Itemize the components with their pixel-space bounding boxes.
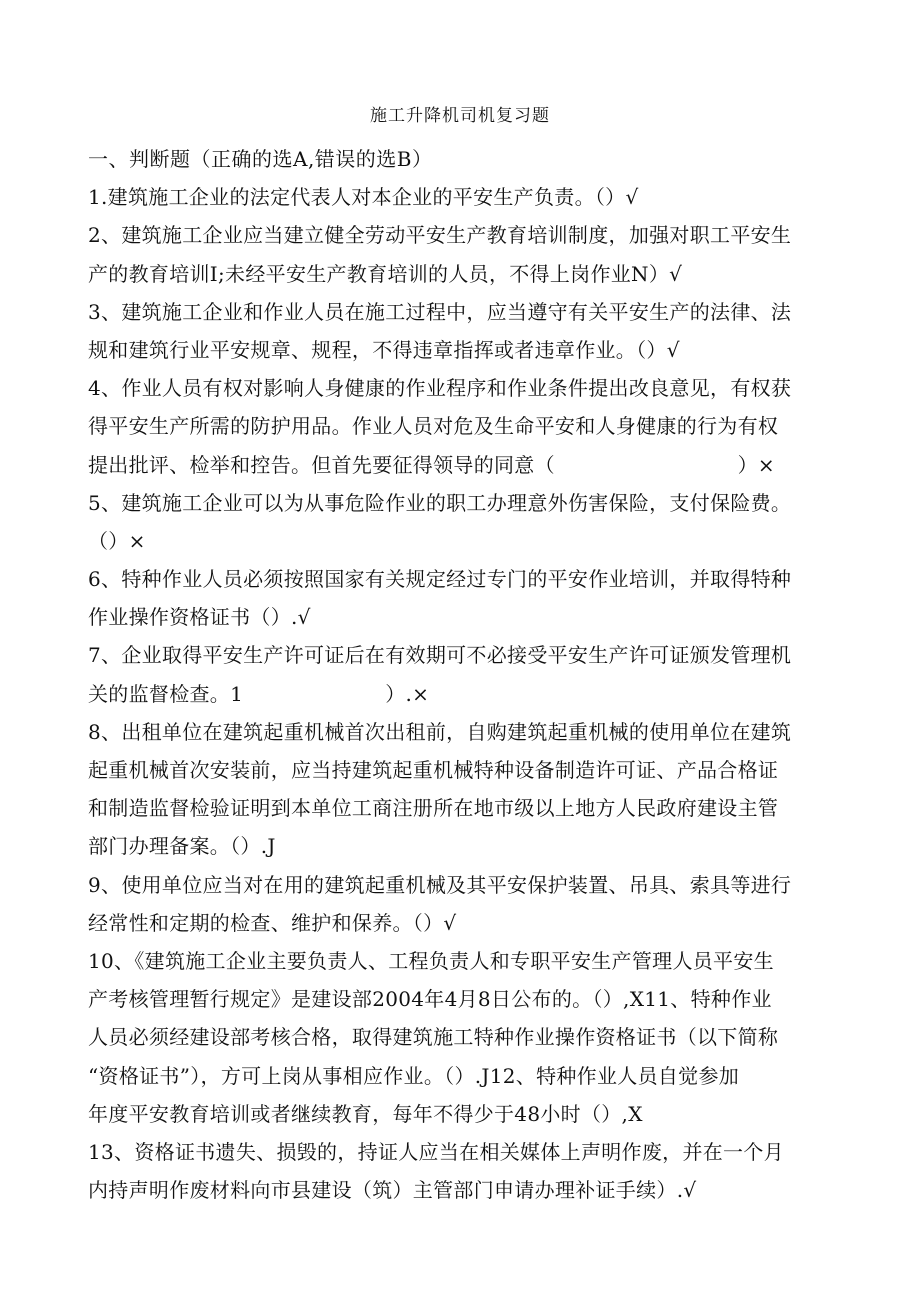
question-line: 产考核管理暂行规定》是建设部2004年4月8日公布的。（）,X11、特种作业	[88, 987, 772, 1012]
question-line: 作业操作资格证书（）.√	[88, 605, 311, 630]
question-line: 5、建筑施工企业可以为从事危险作业的职工办理意外伤害保险，支付保险费。	[88, 490, 792, 515]
question-line: 经常性和定期的检查、维护和保养。（）√	[88, 910, 457, 935]
question-line: 起重机械首次安装前，应当持建筑起重机械特种设备制造许可证、产品合格证	[88, 758, 779, 782]
question-line: 关的监督检查。1 ）.×	[88, 681, 430, 706]
question-line: 3、建筑施工企业和作业人员在施工过程中，应当遵守有关平安生产的法律、法	[88, 299, 792, 324]
question-line: 8、出租单位在建筑起重机械首次出租前，自购建筑起重机械的使用单位在建筑	[88, 719, 792, 744]
question-line: 提出批评、检举和控告。但首先要征得领导的同意（ ）×	[88, 452, 775, 477]
question-line: 产的教育培训I;未经平安生产教育培训的人员，不得上岗作业N）√	[88, 261, 683, 286]
question-line: 规和建筑行业平安规章、规程，不得违章指挥或者违章作业。（）√	[88, 337, 680, 362]
question-line: 6、特种作业人员必须按照国家有关规定经过专门的平安作业培训，并取得特种	[88, 567, 792, 592]
question-line: 2、建筑施工企业应当建立健全劳动平安生产教育培训制度，加强对职工平安生	[88, 223, 792, 248]
question-line: 13、资格证书遗失、损毁的，持证人应当在相关媒体上声明作废，并在一个月	[88, 1139, 784, 1164]
question-line: 1.建筑施工企业的法定代表人对本企业的平安生产负责。（）√	[88, 185, 639, 210]
question-line: 和制造监督检验证明到本单位工商注册所在地市级以上地方人民政府建设主管	[88, 796, 779, 821]
question-line: 10、《建筑施工企业主要负责人、工程负责人和专职平安生产管理人员平安生	[88, 948, 774, 973]
question-line: 7、企业取得平安生产许可证后在有效期可不必接受平安生产许可证颁发管理机	[88, 643, 792, 668]
question-line: 9、使用单位应当对在用的建筑起重机械及其平安保护装置、吊具、索具等进行	[88, 872, 792, 897]
section-heading: 一、判断题（正确的选A,错误的选B）	[88, 147, 433, 171]
question-line: 人员必须经建设部考核合格，取得建筑施工特种作业操作资格证书（以下简称	[88, 1025, 779, 1050]
question-line: （）×	[88, 528, 146, 553]
question-line: 得平安生产所需的防护用品。作业人员对危及生命平安和人身健康的行为有权	[88, 414, 779, 439]
document-title: 施工升降机司机复习题	[370, 106, 550, 126]
question-line: “资格证书”），方可上岗从事相应作业。（）.J12、特种作业人员自觉参加	[88, 1063, 740, 1088]
question-line: 内持声明作废材料向市县建设（筑）主管部门申请办理补证手续）.√	[88, 1178, 697, 1203]
question-line: 4、作业人员有权对影响人身健康的作业程序和作业条件提出改良意见，有权获	[88, 376, 792, 401]
document-body	[88, 140, 858, 1209]
question-line: 年度平安教育培训或者继续教育，每年不得少于48小时（）,X	[88, 1101, 643, 1126]
question-line: 部门办理备案。（）.J	[88, 834, 276, 859]
